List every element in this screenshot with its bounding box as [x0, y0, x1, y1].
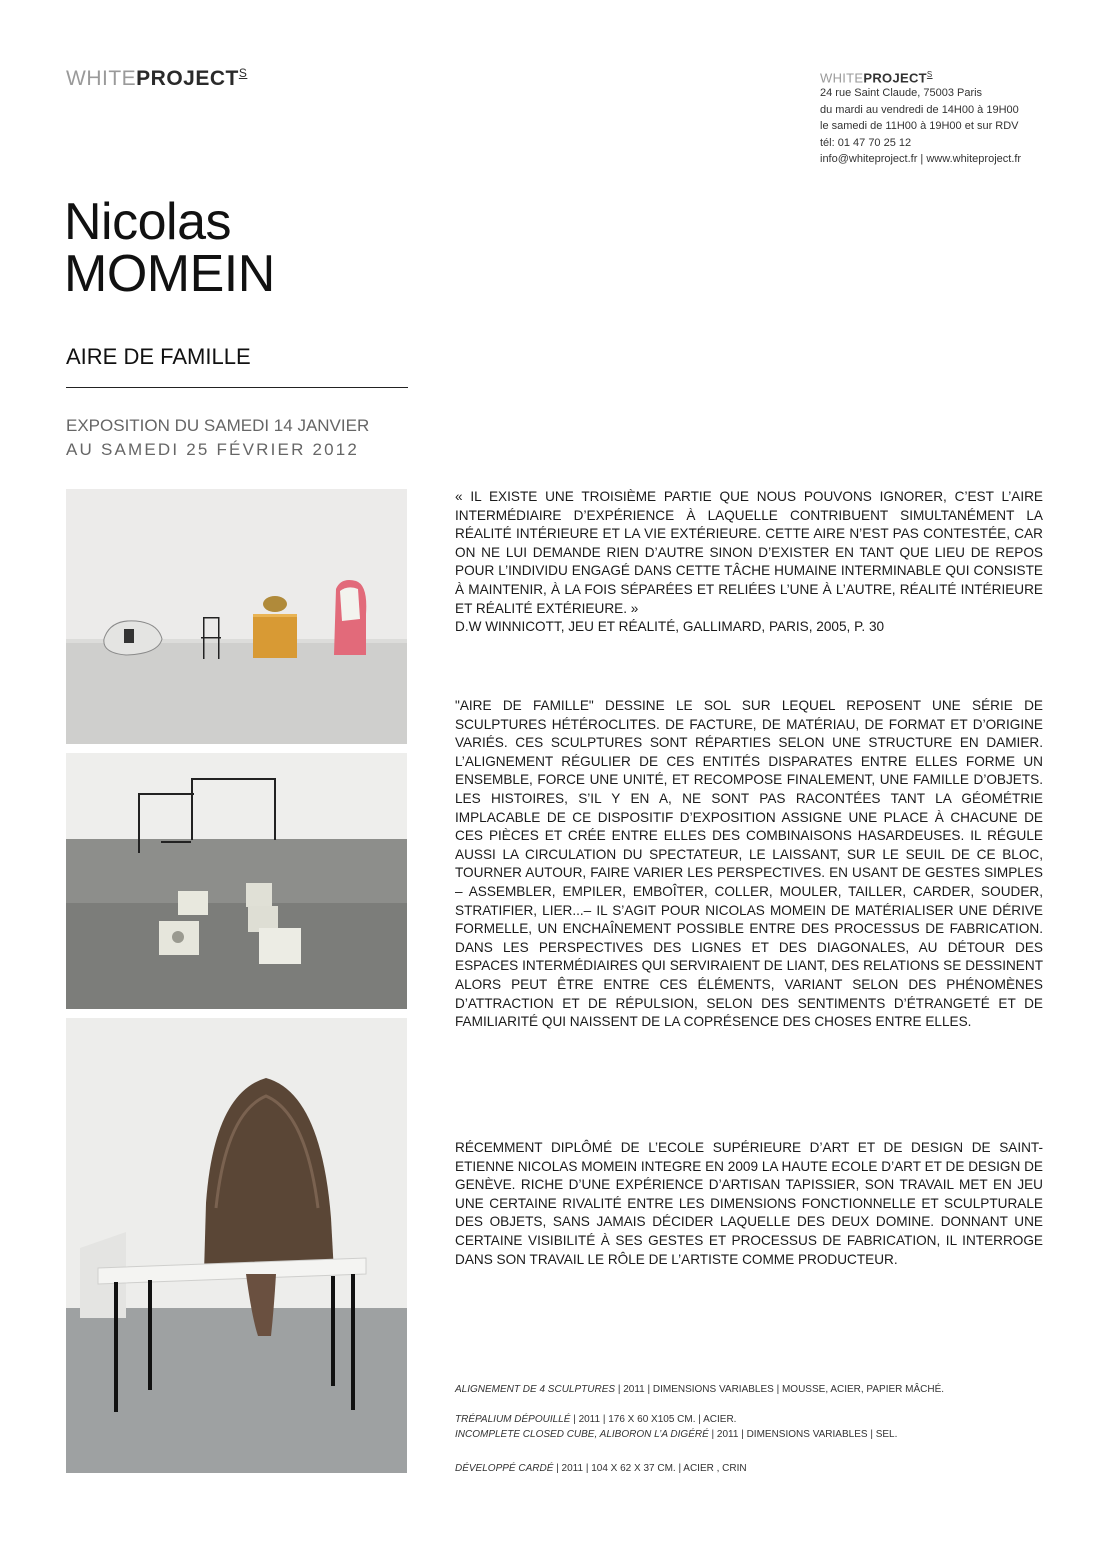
photo-developpe-carde	[66, 1018, 407, 1473]
contact-phone: tél: 01 47 70 25 12	[820, 136, 912, 149]
body-paragraph-1: "AIRE DE FAMILLE" DESSINE LE SOL SUR LEQUEL REPOSENT UNE SÉRIE DE SCULPTURES HÉTÉROCLITES. DE FACTURE, DE MATÉRIAU, DE FORMAT ET D’ORIGINE VARIÉS. CES SCULPTURES SONT RÉPARTIES SELON UNE STRUCTURE EN DAMIER. L’ALIGNEMENT RÉGULIER DE CES ENTITÉS DISPARATES ENTRE ELLES FORME UN ENSEMBLE, FORCE UNE UNITÉ, ET RECOMPOSE FINALEMENT, UNE FAMILLE D’OBJETS. LES HISTOIRES, S’IL Y EN A, NE SONT PAS RACONTÉES TANT LA GÉOMÉTRIE IMPLACABLE DE CE DISPOSITIF D’EXPOSITION ASSIGNE UNE PLACE À CHACUNE DE CES PIÈCES ET CRÉE ENTRE ELLES DES COMBINAISONS HASARDEUSES. IL RÉGULE AUSSI LA CIRCULATION DU SPECTATEUR, LE LAISSANT, SUR LE SEUIL DE CE BLOC, TOURNER AUTOUR, FAIRE VARIER LES PERSPECTIVES. EN USANT DE GESTES SIMPLES – ASSEMBLER, EMPILER, EMBOÎTER, COLLER, MOULER, TAILLER, CARDER, SOUDER, STRATIFIER, LIER...– IL S’AGIT POUR NICOLAS MOMEIN DE MATÉRIALISER UNE DÉRIVE FORMELLE, UN ENCHAÎNEMENT POSSIBLE ENTRE DES PROCESSUS DE FABRICATION. DANS LES PERSPECTIVES DES LIGNES ET DES DIAGONALES, AU DÉTOUR DES ESPACES INTERMÉDIAIRES QUI SERVIRAIENT DE LIANT, DES RELATIONS SE DESSINENT ALORS PEUT ÊTRE ENTRE CES ÉLÉMENTS, VARIANT SELON DES PHÉNOMÈNES D’ATTRACTION ET DE RÉPULSION, SELON DES SENTIMENTS D’ÉTRANGETÉ ET DE FAMILIARITÉ QUI NAISSENT DE LA COPRÉSENCE DES CHOSES ENTRE ELLES.	[455, 698, 1043, 1030]
dates-line-2: AU SAMEDI 25 FÉVRIER 2012	[66, 440, 360, 459]
artist-name	[64, 193, 275, 303]
contact-address: 24 rue Saint Claude, 75003 Paris	[820, 87, 983, 100]
credit-line-4: DÉVELOPPÉ CARDÉ | 2011 | 104 X 62 X 37 CM. | ACIER , CRIN	[455, 1463, 747, 1474]
photo-alignement-sculptures	[66, 489, 407, 744]
credit-line-1: ALIGNEMENT DE 4 SCULPTURES | 2011 | DIMENSIONS VARIABLES | MOUSSE, ACIER, PAPIER MÂCHÉ.	[455, 1384, 945, 1395]
contact-hours-week: du mardi au vendredi de 14H00 à 19H00	[820, 103, 1019, 116]
contact-block	[820, 68, 1021, 168]
photo-trepalium-salt-cubes	[66, 753, 407, 1009]
artist-first-name: Nicolas	[64, 193, 231, 251]
quote-source: D.W WINNICOTT, JEU ET RÉALITÉ, GALLIMARD, PARIS, 2005, P. 30	[455, 619, 885, 635]
dates-line-1: EXPOSITION DU SAMEDI 14 JANVIER	[66, 416, 370, 435]
divider	[66, 387, 408, 388]
contact-logo: $WHITEPROJECT^S$	[820, 70, 933, 86]
body-paragraph-2: RÉCEMMENT DIPLÔMÉ DE L’ECOLE SUPÉRIEURE D’ART ET DE DESIGN DE SAINT-ETIENNE NICOLAS MOMEIN INTEGRE EN 2009 LA HAUTE ECOLE D’ART ET DE DESIGN DE GENÈVE. RICHE D’UNE EXPÉRIENCE D’ARTISAN TAPISSIER, SON TRAVAIL MET EN JEU UNE CERTAINE RIVALITÉ ENTRE LES DIMENSIONS FONCTIONNELLE ET SCULPTURALE DES OBJETS, SANS JAMAIS DÉCIDER LAQUELLE DES DEUX DOMINE. DONNANT UNE CERTAINE VISIBILITÉ À SES GESTES ET PROCESSUS DE FABRICATION, IL INTERROGE DANS SON TRAVAIL LE RÔLE DE L’ARTISTE COMME PRODUCTEUR.	[455, 1140, 1043, 1267]
whiteprojects-logo	[66, 66, 247, 91]
artist-last-name: MOMEIN	[64, 245, 275, 303]
credit-lines-2-3: TRÉPALIUM DÉPOUILLÉ | 2011 | 176 X 60 X105 CM. | ACIER. INCOMPLETE CLOSED CUBE, ALIBORON L’A DIGÉRÉ | 2011 | DIMENSIONS VARIABLES | SEL.	[455, 1414, 898, 1440]
logo-white-text: WHITE	[66, 67, 137, 90]
quote-text: « IL EXISTE UNE TROISIÈME PARTIE QUE NOUS POUVONS IGNORER, C’EST L’AIRE INTERMÉDIAIRE D’EXPÉRIENCE À LAQUELLE CONTRIBUENT SIMULTANÉMENT LA RÉALITÉ INTÉRIEURE ET LA VIE EXTÉRIEURE. CETTE AIRE N’EST PAS CONTESTÉE, CAR ON NE LUI DEMANDE RIEN D’AUTRE SINON D’EXISTER EN TANT QUE LIEU DE REPOS POUR L’INDIVIDU ENGAGÉ DANS CETTE TÂCHE HUMAINE INTERMINABLE QUI CONSISTE À MAINTENIR, À LA FOIS SÉPARÉES ET RELIÉES L’UNE À L’AUTRE, RÉALITÉ INTÉRIEURE ET RÉALITÉ EXTÉRIEURE. »	[455, 489, 1043, 616]
exhibition-title: AIRE DE FAMILLE	[66, 344, 251, 369]
contact-hours-saturday: le samedi de 11H00 à 19H00 et sur RDV	[820, 120, 1019, 133]
contact-web-link[interactable]: info@whiteproject.fr | www.whiteproject.fr	[820, 153, 1022, 166]
logo-s-text: S	[238, 66, 248, 80]
exhibition-dates	[66, 414, 369, 462]
quote-block	[455, 488, 1043, 637]
logo-projects-text: PROJECT	[136, 67, 239, 90]
